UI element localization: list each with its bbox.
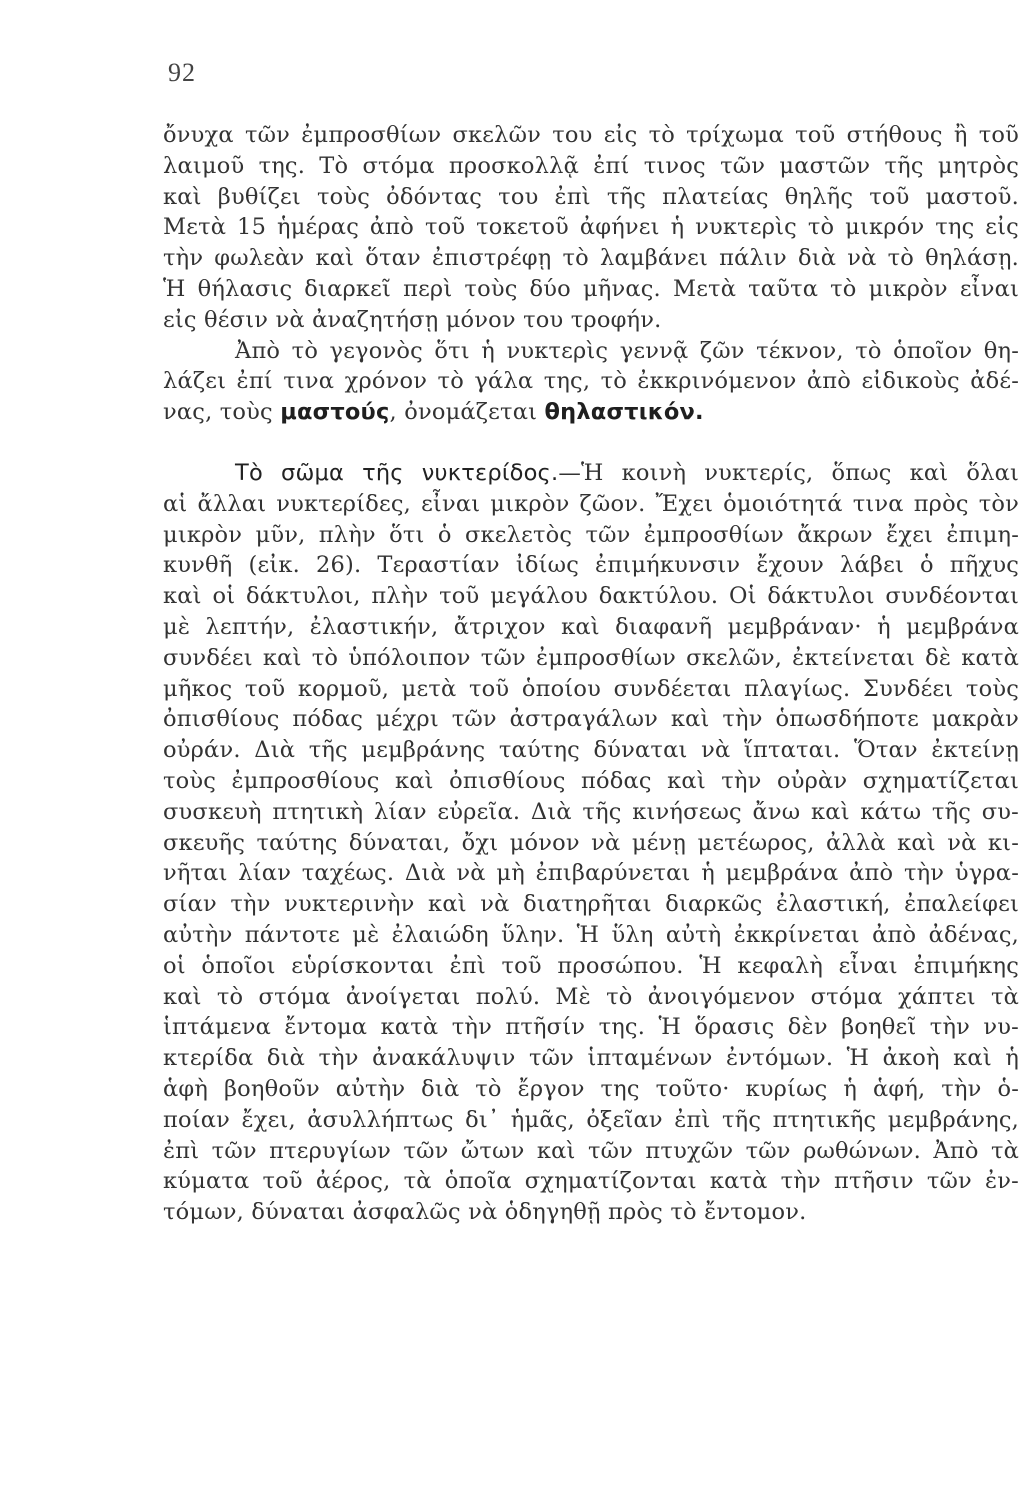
text-line: Ἡ θήλασις διαρκεῖ περὶ τοὺς δύο μῆνας. Μετὰ ταῦτα τὸ μικρὸν εἶναι bbox=[163, 275, 1019, 302]
text-line: λαιμοῦ της. Τὸ στόμα προσκολλᾷ ἐπί τινος τῶν μαστῶν τῆς μητρὸς bbox=[163, 152, 1019, 179]
text-line: καὶ βυθίζει τοὺς ὀδόντας του ἐπὶ τῆς πλατείας θηλῆς τοῦ μαστοῦ. bbox=[163, 183, 1019, 210]
text-line: συνδέει καὶ τὸ ὑπόλοιπον τῶν ἐμπροσθίων σκελῶν, ἐκτείνεται δὲ κατὰ bbox=[163, 644, 1019, 671]
text-line: μῆκος τοῦ κορμοῦ, μετὰ τοῦ ὁποίου συνδέεται πλαγίως. Συνδέει τοὺς bbox=[163, 675, 1019, 702]
text-line: κτερίδα διὰ τὴν ἀνακάλυψιν τῶν ἱπταμένων ἐντόμων. Ἡ ἀκοὴ καὶ ἡ bbox=[163, 1045, 1019, 1072]
paragraph-continuation bbox=[163, 120, 1019, 336]
text-line: εἰς θέσιν νὰ ἀναζητήσῃ μόνον του τροφήν. bbox=[163, 306, 662, 333]
text-line: ποίαν ἔχει, ἀσυλλήπτως δι᾿ ἡμᾶς, ὀξεῖαν ἐπὶ τῆς πτητικῆς μεμβράνης, bbox=[163, 1106, 1019, 1133]
text-line-with-terms bbox=[163, 397, 1019, 428]
text-line: αἱ ἄλλαι νυκτερίδες, εἶναι μικρὸν ζῶον. Ἔχει ὁμοιότητά τινα πρὸς τὸν bbox=[163, 490, 1019, 517]
text-line: ἁφὴ βοηθοῦν αὐτὴν διὰ τὸ ἔργον της τοῦτο· κυρίως ἡ ἁφή, τὴν ὁ- bbox=[163, 1075, 1019, 1102]
text-line: οὐράν. Διὰ τῆς μεμβράνης ταύτης δύναται νὰ ἵπταται. Ὅταν ἐκτείνῃ bbox=[163, 737, 1019, 764]
text-fragment: νας, τοὺς bbox=[163, 399, 281, 426]
text-line: σκευῆς ταύτης δύναται, ὄχι μόνον νὰ μένῃ μετέωρος, ἀλλὰ καὶ νὰ κι- bbox=[163, 829, 1019, 856]
text-line: ὄνυχα τῶν ἐμπροσθίων σκελῶν του εἰς τὸ τρίχωμα τοῦ στήθους ἢ τοῦ bbox=[163, 122, 1019, 148]
text-line: κυνθῆ (εἰκ. 26). Τεραστίαν ἰδίως ἐπιμήκυνσιν ἔχουν λάβει ὁ πῆχυς bbox=[163, 552, 1019, 579]
text-line: αὐτὴν πάντοτε μὲ ἐλαιώδη ὕλην. Ἡ ὕλη αὐτὴ ἐκκρίνεται ἀπὸ ἀδένας, bbox=[163, 921, 1019, 948]
text-line: οἱ ὁποῖοι εὑρίσκονται ἐπὶ τοῦ προσώπου. Ἡ κεφαλὴ εἶναι ἐπιμήκης bbox=[163, 952, 1019, 979]
section-bat-body bbox=[163, 458, 1019, 1228]
text-line: μικρὸν μῦν, πλὴν ὅτι ὁ σκελετὸς τῶν ἐμπροσθίων ἄκρων ἔχει ἐπιμη- bbox=[163, 521, 1019, 548]
text-line: καὶ τὸ στόμα ἀνοίγεται πολύ. Μὲ τὸ ἀνοιγόμενον στόμα χάπτει τὰ bbox=[163, 983, 1019, 1010]
text-line: λάζει ἐπί τινα χρόνον τὸ γάλα της, τὸ ἐκκρινόμενον ἀπὸ εἰδικοὺς ἀδέ- bbox=[163, 368, 1019, 395]
text-line: νῆται λίαν ταχέως. Διὰ νὰ μὴ ἐπιβαρύνεται ἡ μεμβράνα ἀπὸ τὴν ὑγρα- bbox=[163, 860, 1019, 887]
text-line: ὀπισθίους πόδας μέχρι τῶν ἀστραγάλων καὶ τὴν ὁπωσδήποτε μακρὰν bbox=[163, 706, 1019, 733]
text-line: ἱπτάμενα ἔντομα κατὰ τὴν πτῆσίν της. Ἡ ὅρασις δὲν βοηθεῖ τὴν νυ- bbox=[163, 1014, 1019, 1041]
text-line: συσκευὴ πτητικὴ λίαν εὐρεῖα. Διὰ τῆς κινήσεως ἄνω καὶ κάτω τῆς συ- bbox=[163, 798, 1019, 825]
text-line: τοὺς ἐμπροσθίους καὶ ὀπισθίους πόδας καὶ τὴν οὐρὰν σχηματίζεται bbox=[163, 767, 1019, 794]
text-line: Ἀπὸ τὸ γεγονὸς ὅτι ἡ νυκτερὶς γεννᾷ ζῶν τέκνον, τὸ ὁποῖον θη- bbox=[235, 337, 1019, 364]
text-fragment: , ὀνομάζεται bbox=[389, 399, 545, 426]
section-heading: Τὸ σῶμα τῆς νυκτερίδος. bbox=[235, 459, 559, 486]
text-fragment: —Ἡ κοινὴ νυκτερίς, ὅπως καὶ ὅλαι bbox=[558, 459, 1019, 486]
text-line: τὴν φωλεὰν καὶ ὅταν ἐπιστρέφῃ τὸ λαμβάνει πάλιν διὰ νὰ τὸ θηλάσῃ. bbox=[163, 245, 1019, 272]
term-mastous: μαστούς bbox=[280, 399, 390, 426]
body-text bbox=[163, 120, 1019, 1228]
page-number: 92 bbox=[168, 58, 196, 87]
text-line: σίαν τὴν νυκτερινὴν καὶ νὰ διατηρῆται διαρκῶς ἐλαστική, ἐπαλείφει bbox=[163, 891, 1019, 918]
text-line: καὶ οἱ δάκτυλοι, πλὴν τοῦ μεγάλου δακτύλου. Οἱ δάκτυλοι συνδέονται bbox=[163, 583, 1019, 610]
text-line: κύματα τοῦ ἀέρος, τὰ ὁποῖα σχηματίζονται κατὰ τὴν πτῆσιν τῶν ἐν- bbox=[163, 1168, 1019, 1195]
paragraph-gap bbox=[163, 428, 1019, 458]
text-line: τόμων, δύναται ἀσφαλῶς νὰ ὁδηγηθῇ πρὸς τὸ ἔντομον. bbox=[163, 1199, 807, 1226]
text-line: μὲ λεπτήν, ἐλαστικήν, ἄτριχον καὶ διαφανῆ μεμβράναν· ἡ μεμβράνα bbox=[163, 613, 1019, 640]
text-line: Μετὰ 15 ἡμέρας ἀπὸ τοῦ τοκετοῦ ἀφήνει ἡ νυκτερὶς τὸ μικρόν της εἰς bbox=[163, 214, 1019, 241]
section-heading-line bbox=[163, 458, 1019, 489]
term-thilastikon: θηλαστικόν. bbox=[544, 399, 704, 426]
paragraph-definition bbox=[163, 336, 1019, 428]
text-line: ἐπὶ τῶν πτερυγίων τῶν ὤτων καὶ τῶν πτυχῶν τῶν ρωθώνων. Ἀπὸ τὰ bbox=[163, 1137, 1019, 1164]
